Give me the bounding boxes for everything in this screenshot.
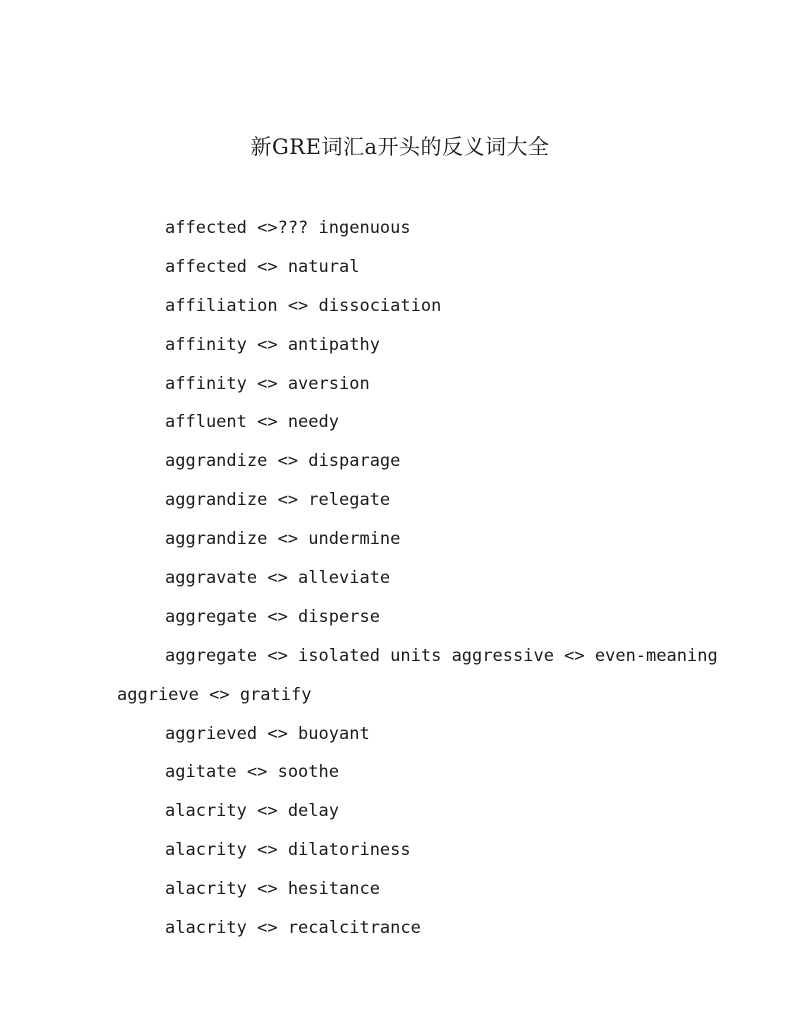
antonym-entry: alacrity <> dilatoriness: [165, 840, 411, 861]
antonym-entry: affinity <> aversion: [165, 373, 370, 394]
antonym-entry: alacrity <> hesitance: [165, 879, 380, 900]
antonym-entry: affected <>??? ingenuous: [165, 218, 411, 238]
antonym-entry: affiliation <> dissociation: [165, 295, 442, 316]
antonym-entry: affected <> natural: [165, 256, 360, 277]
antonym-entry: affluent <> needy: [165, 412, 339, 433]
antonym-list: [0, 209, 800, 948]
document-title: 新GRE词汇a开头的反义词大全: [250, 135, 550, 159]
antonym-entry: alacrity <> recalcitrance: [165, 918, 421, 939]
antonym-entry: aggrandize <> relegate: [165, 490, 391, 511]
antonym-entry: aggrandize <> undermine: [165, 529, 401, 550]
antonym-entry: aggrieve <> gratify: [117, 684, 312, 705]
antonym-entry: aggrandize <> disparage: [165, 451, 401, 472]
antonym-entry: aggregate <> disperse: [165, 606, 380, 627]
antonym-entry: aggrieved <> buoyant: [165, 723, 370, 744]
antonym-entry: affinity <> antipathy: [165, 334, 380, 355]
antonym-entry: aggregate <> isolated units aggressive <> even-meaning: [165, 645, 718, 666]
antonym-entry: alacrity <> delay: [165, 801, 339, 822]
antonym-entry: agitate <> soothe: [165, 762, 339, 783]
antonym-entry: aggravate <> alleviate: [165, 568, 391, 589]
